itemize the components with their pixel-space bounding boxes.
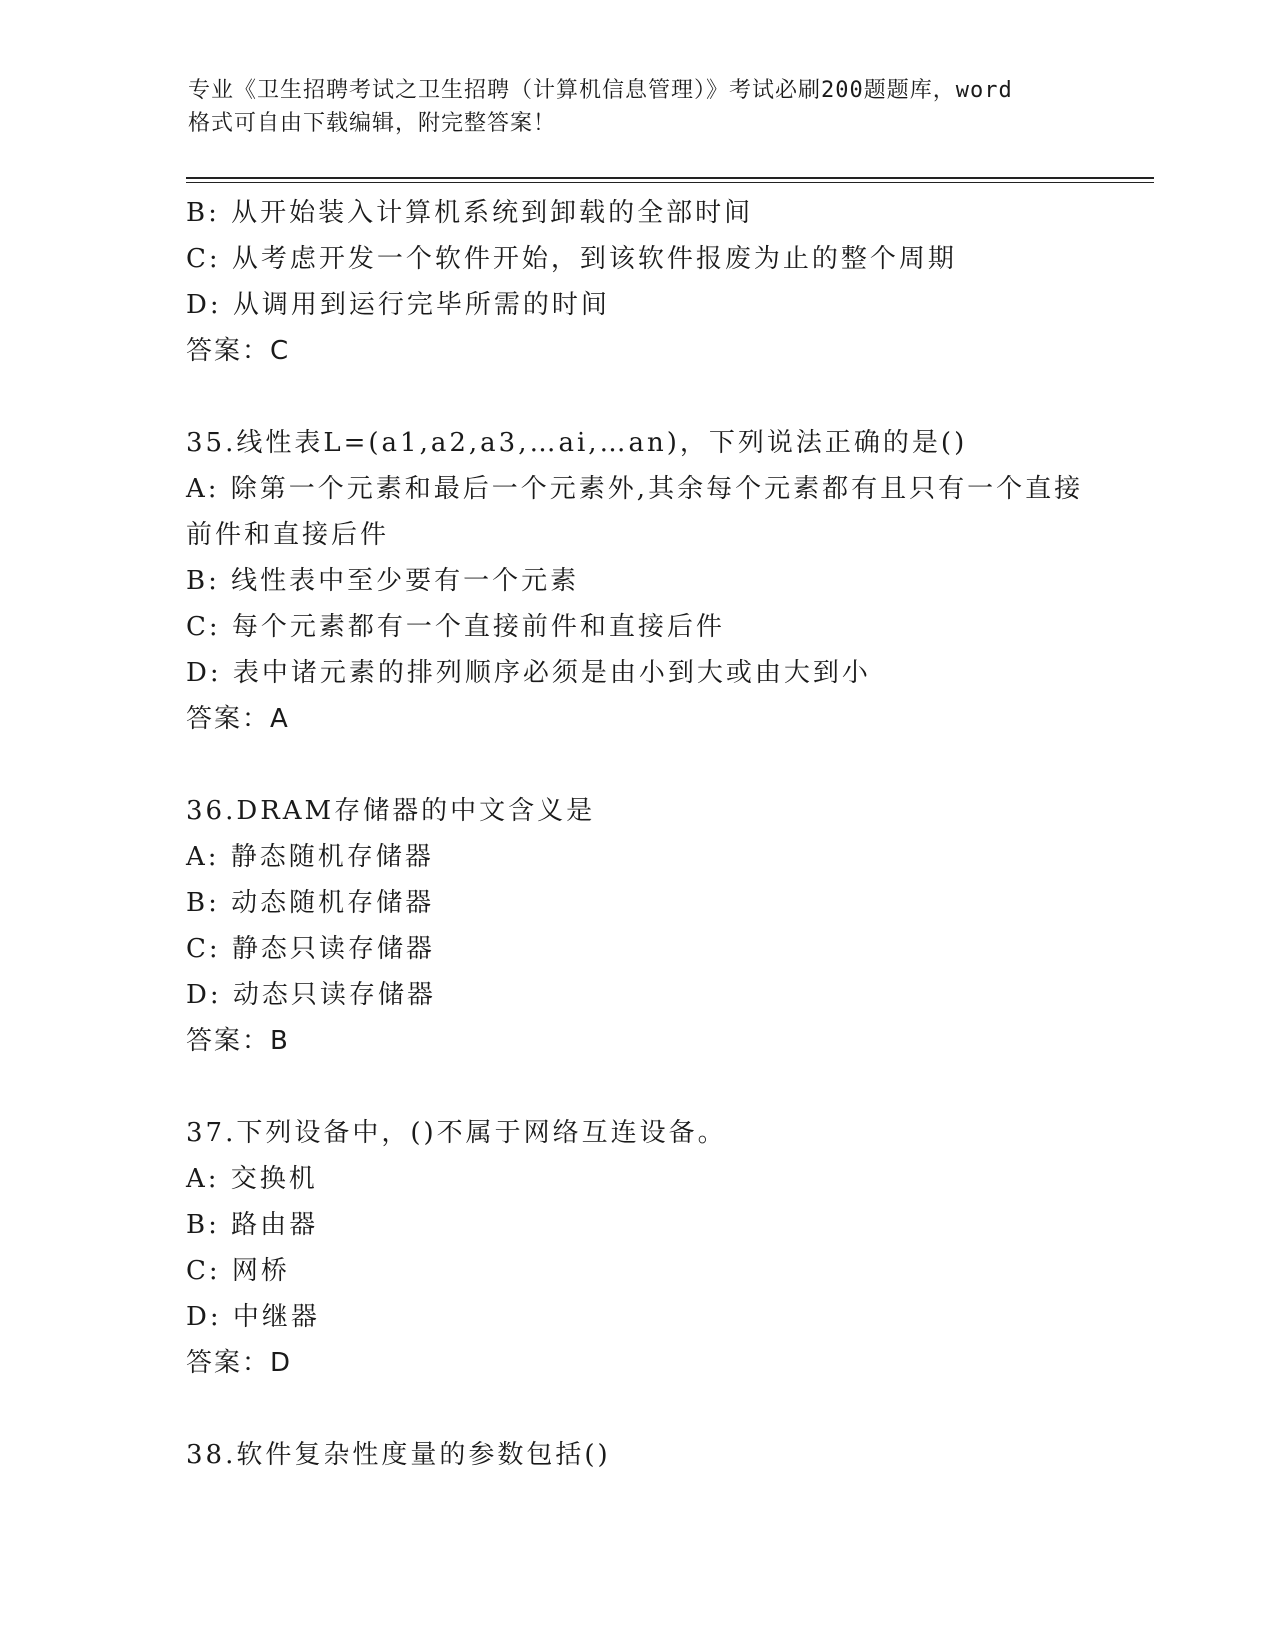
option-d: D: 中继器 <box>186 1302 320 1332</box>
question-35 <box>186 420 1086 742</box>
answer: 答案：C <box>186 336 291 366</box>
option-c: C: 从考虑开发一个软件开始，到该软件报废为止的整个周期 <box>186 244 957 274</box>
option-a: A: 静态随机存储器 <box>186 842 434 872</box>
option-c: C: 每个元素都有一个直接前件和直接后件 <box>186 612 725 642</box>
question-36 <box>186 788 1086 1064</box>
question-text: 38.软件复杂性度量的参数包括() <box>186 1440 611 1470</box>
option-d: D: 表中诸元素的排列顺序必须是由小到大或由大到小 <box>186 658 871 688</box>
option-c: C: 网桥 <box>186 1256 290 1286</box>
header-divider-thick <box>186 177 1154 179</box>
option-b: B: 从开始装入计算机系统到卸载的全部时间 <box>186 198 754 228</box>
option-d: D: 动态只读存储器 <box>186 980 436 1010</box>
answer: 答案：A <box>186 704 290 734</box>
continued-question-block <box>186 190 1086 374</box>
option-b: B: 路由器 <box>186 1210 319 1240</box>
option-a: A: 除第一个元素和最后一个元素外,其余每个元素都有且只有一个直接前件和直接后件 <box>186 474 1084 550</box>
question-text: 37.下列设备中，()不属于网络互连设备。 <box>186 1118 727 1148</box>
question-37 <box>186 1110 1086 1386</box>
question-text: 35.线性表L=(a1,a2,a3,…ai,…an)，下列说法正确的是() <box>186 428 968 458</box>
header-title-line-2: 格式可自由下载编辑，附完整答案！ <box>188 111 557 136</box>
document-header <box>188 74 1088 140</box>
question-content <box>186 190 1086 1478</box>
question-text: 36.DRAM存储器的中文含义是 <box>186 796 596 826</box>
header-divider-thin <box>186 182 1154 183</box>
answer: 答案：B <box>186 1026 290 1056</box>
option-a: A: 交换机 <box>186 1164 318 1194</box>
header-title-line-1: 专业《卫生招聘考试之卫生招聘（计算机信息管理）》考试必刷200题题库，word <box>188 78 1013 103</box>
question-38 <box>186 1432 1086 1478</box>
option-c: C: 静态只读存储器 <box>186 934 435 964</box>
option-b: B: 动态随机存储器 <box>186 888 435 918</box>
option-d: D: 从调用到运行完毕所需的时间 <box>186 290 610 320</box>
option-b: B: 线性表中至少要有一个元素 <box>186 566 580 596</box>
answer: 答案：D <box>186 1348 293 1378</box>
